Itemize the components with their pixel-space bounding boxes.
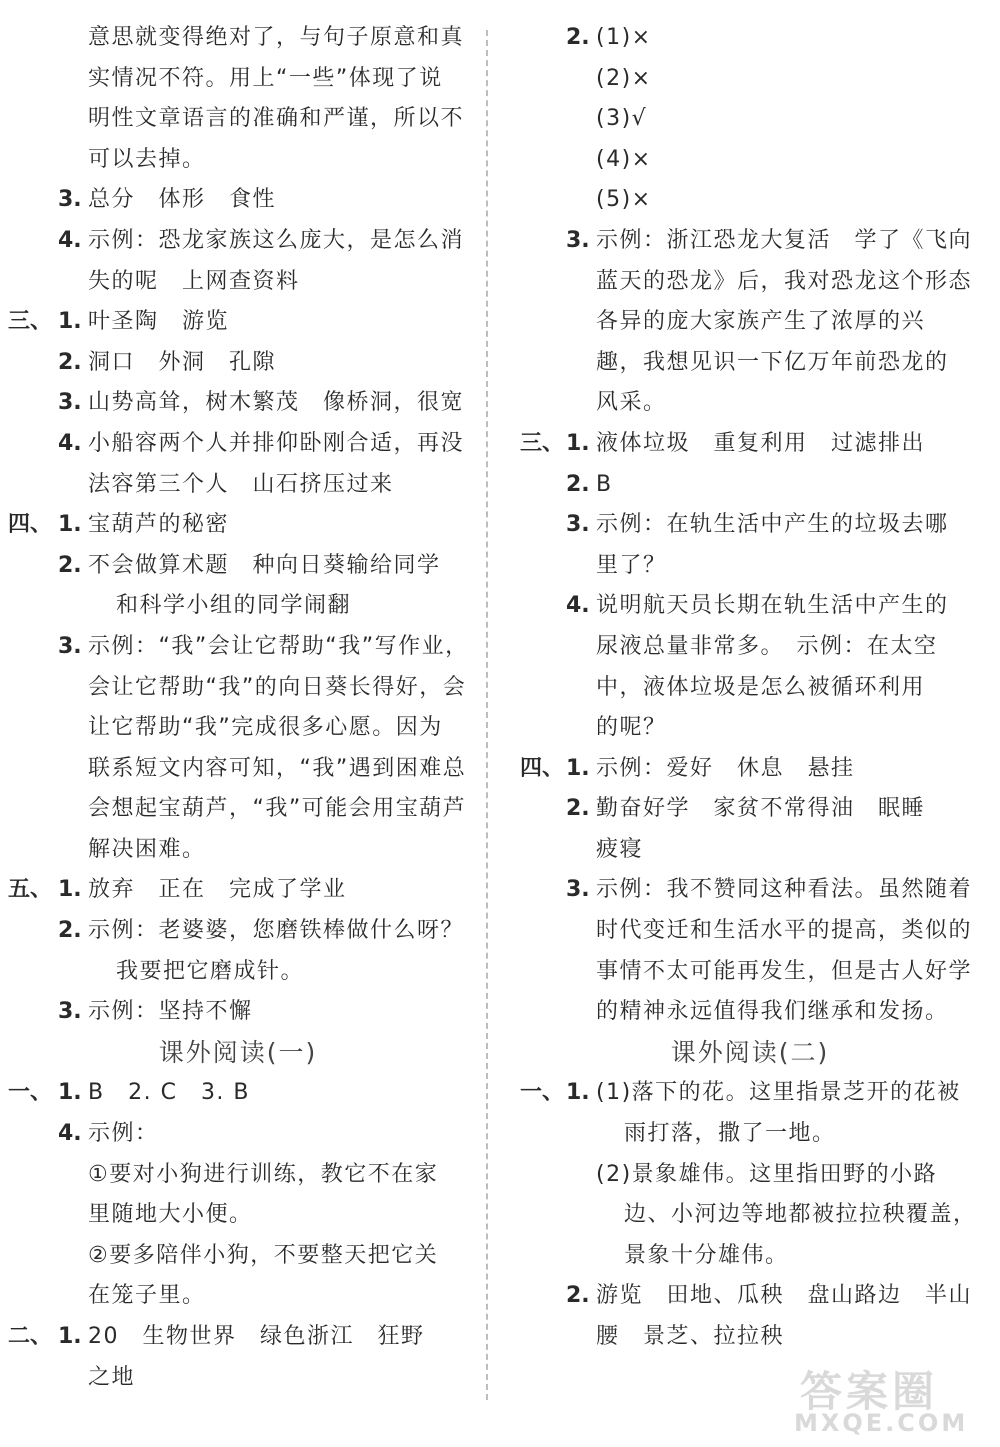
answer-line bbox=[8, 870, 468, 911]
answer-text: 腰 景芝、拉拉秧 bbox=[596, 1324, 785, 1349]
answer-text: 景象十分雄伟。 bbox=[624, 1242, 789, 1268]
answer-line bbox=[8, 1114, 468, 1155]
answer-line bbox=[520, 140, 980, 181]
answer-text: 20 生物世界 绿色浙江 狂野 bbox=[88, 1324, 425, 1349]
question-number: 3. bbox=[566, 512, 590, 538]
answer-line bbox=[8, 1276, 468, 1317]
answer-line bbox=[8, 424, 468, 465]
answer-line bbox=[8, 1195, 468, 1236]
answer-line bbox=[8, 140, 468, 181]
watermark-logo: 答案圈 bbox=[800, 1367, 939, 1416]
left-column bbox=[8, 18, 468, 1398]
answer-line bbox=[8, 1155, 468, 1196]
answer-line bbox=[520, 180, 980, 221]
answer-line bbox=[8, 1236, 468, 1277]
answer-text: 液体垃圾 重复利用 过滤排出 bbox=[596, 430, 926, 456]
answer-text: 风采。 bbox=[596, 390, 667, 416]
section-label: 一、 bbox=[520, 1080, 565, 1106]
question-number: 2. bbox=[566, 25, 590, 50]
answer-text: 联系短文内容可知，“我”遇到困难总 bbox=[88, 755, 467, 781]
column-divider bbox=[486, 30, 488, 1400]
watermark-url: MXQE.COM bbox=[794, 1409, 969, 1437]
answer-text: 示例：恐龙家族这么庞大，是怎么消 bbox=[88, 227, 465, 253]
answer-line bbox=[8, 18, 468, 59]
answer-text: 示例：在轨生活中产生的垃圾去哪 bbox=[596, 512, 949, 538]
answer-line bbox=[8, 992, 468, 1033]
answer-line bbox=[8, 465, 468, 506]
answer-text: 实情况不符。用上“一些”体现了说 bbox=[88, 65, 443, 91]
answer-text: (3)√ bbox=[596, 106, 648, 132]
section-label: 三、 bbox=[8, 309, 53, 335]
answer-line bbox=[520, 749, 980, 790]
answer-text: 中，液体垃圾是怎么被循环利用 bbox=[596, 674, 926, 700]
answer-line bbox=[520, 221, 980, 262]
question-number: 3. bbox=[58, 187, 82, 213]
answer-text: 山势高耸，树木繁茂 像桥洞，很宽 bbox=[88, 390, 465, 416]
answer-text: 在笼子里。 bbox=[88, 1283, 206, 1309]
answer-line bbox=[8, 830, 468, 871]
question-number: 4. bbox=[58, 1121, 82, 1147]
answer-line bbox=[520, 99, 980, 140]
answer-text: 法容第三个人 山石挤压过来 bbox=[88, 471, 394, 497]
question-number: 1. bbox=[58, 1080, 82, 1106]
answer-text: 雨打落，撒了一地。 bbox=[624, 1121, 836, 1147]
answer-line bbox=[520, 1317, 980, 1358]
answer-text: 明性文章语言的准确和严谨，所以不 bbox=[88, 106, 465, 132]
answer-text: 叶圣陶 游览 bbox=[88, 309, 230, 335]
section-label: 一、 bbox=[8, 1080, 53, 1106]
answer-line bbox=[520, 911, 980, 952]
section-heading: 课外阅读(一) bbox=[158, 1037, 318, 1067]
answer-line bbox=[520, 1114, 980, 1155]
answer-line bbox=[520, 546, 980, 587]
section-label: 二、 bbox=[8, 1324, 53, 1349]
answer-text: B bbox=[596, 471, 613, 497]
question-number: 3. bbox=[58, 999, 82, 1025]
answer-text: 趣，我想见识一下亿万年前恐龙的 bbox=[596, 349, 949, 375]
answer-text: 示例： bbox=[88, 1121, 159, 1147]
answer-text: (1)落下的花。这里指景芝开的花被 bbox=[596, 1080, 961, 1106]
answer-text: 示例：老婆婆，您磨铁棒做什么呀？ bbox=[88, 918, 465, 944]
answer-text: 会想起宝葫芦，“我”可能会用宝葫芦 bbox=[88, 796, 467, 822]
answer-line bbox=[520, 789, 980, 830]
answer-line bbox=[8, 221, 468, 262]
answer-text: 会让它帮助“我”的向日葵长得好，会 bbox=[88, 674, 467, 700]
answer-text: 里随地大小便。 bbox=[88, 1202, 253, 1228]
answer-line bbox=[520, 262, 980, 303]
answer-line bbox=[520, 668, 980, 709]
answer-text: 示例：我不赞同这种看法。虽然随着 bbox=[596, 877, 973, 903]
answer-text: 疲寝 bbox=[596, 836, 644, 862]
answer-line bbox=[520, 424, 980, 465]
answer-line bbox=[8, 586, 468, 627]
answer-line bbox=[8, 546, 468, 587]
answer-line bbox=[520, 1195, 980, 1236]
answer-line bbox=[8, 749, 468, 790]
answer-line bbox=[520, 830, 980, 871]
answer-text: 让它帮助“我”完成很多心愿。因为 bbox=[88, 715, 443, 741]
answer-line bbox=[520, 992, 980, 1033]
answer-text: 我要把它磨成针。 bbox=[116, 958, 305, 984]
answer-text: 时代变迁和生活水平的提高，类似的 bbox=[596, 918, 973, 944]
question-number: 2. bbox=[58, 552, 82, 578]
answer-text: 蓝天的恐龙》后，我对恐龙这个形态 bbox=[596, 268, 973, 294]
answer-line bbox=[8, 343, 468, 384]
answer-text: 意思就变得绝对了，与句子原意和真 bbox=[88, 25, 465, 50]
question-number: 2. bbox=[566, 1283, 590, 1309]
answer-line bbox=[8, 505, 468, 546]
answer-text: 里了？ bbox=[596, 552, 667, 578]
answer-line bbox=[520, 1073, 980, 1114]
answer-text: (4)× bbox=[596, 146, 652, 172]
question-number: 2. bbox=[566, 471, 590, 497]
answer-line bbox=[8, 1358, 468, 1399]
answer-text: 示例：爱好 休息 悬挂 bbox=[596, 755, 855, 781]
answer-line bbox=[8, 1317, 468, 1358]
answer-text: 不会做算术题 种向日葵输给同学 bbox=[88, 552, 441, 578]
watermark bbox=[788, 1359, 988, 1439]
question-number: 4. bbox=[58, 430, 82, 456]
question-number: 2. bbox=[58, 349, 82, 375]
answer-line bbox=[520, 343, 980, 384]
question-number: 3. bbox=[58, 390, 82, 416]
answer-line bbox=[520, 870, 980, 911]
answer-text: B 2. C 3. B bbox=[88, 1080, 251, 1106]
section-label: 四、 bbox=[520, 755, 565, 781]
section-label: 五、 bbox=[8, 877, 53, 903]
question-number: 4. bbox=[58, 227, 82, 253]
answer-text: 事情不太可能再发生，但是古人好学 bbox=[596, 958, 973, 984]
answer-text: 各异的庞大家族产生了浓厚的兴 bbox=[596, 309, 926, 335]
answer-line bbox=[8, 708, 468, 749]
section-label: 四、 bbox=[8, 512, 53, 538]
answer-text: 游览 田地、瓜秧 盘山路边 半山 bbox=[596, 1283, 973, 1309]
question-number: 1. bbox=[58, 877, 82, 903]
question-number: 3. bbox=[566, 877, 590, 903]
question-number: 1. bbox=[58, 1324, 82, 1349]
question-number: 1. bbox=[58, 309, 82, 335]
answer-text: 可以去掉。 bbox=[88, 146, 206, 172]
answer-text: 尿液总量非常多。 示例：在太空 bbox=[596, 633, 938, 659]
answer-text: 放弃 正在 完成了学业 bbox=[88, 877, 347, 903]
answer-line bbox=[8, 952, 468, 993]
answer-text: 解决困难。 bbox=[88, 836, 206, 862]
answer-line bbox=[8, 302, 468, 343]
question-number: 1. bbox=[566, 755, 590, 781]
answer-line bbox=[520, 708, 980, 749]
right-column bbox=[520, 18, 980, 1358]
answer-line bbox=[8, 180, 468, 221]
answer-text: (2)景象雄伟。这里指田野的小路 bbox=[596, 1161, 938, 1187]
question-number: 3. bbox=[58, 633, 82, 659]
answer-line bbox=[520, 586, 980, 627]
answer-line bbox=[520, 302, 980, 343]
question-number: 3. bbox=[566, 227, 590, 253]
answer-text: (5)× bbox=[596, 187, 652, 213]
answer-text: 之地 bbox=[88, 1364, 136, 1390]
answer-line bbox=[520, 465, 980, 506]
question-number: 1. bbox=[58, 512, 82, 538]
answer-line bbox=[520, 1155, 980, 1196]
answer-text: 和科学小组的同学闹翻 bbox=[116, 593, 352, 619]
answer-text: 的呢？ bbox=[596, 715, 667, 741]
answer-line bbox=[520, 1276, 980, 1317]
question-number: 1. bbox=[566, 430, 590, 456]
answer-text: 总分 体形 食性 bbox=[88, 187, 277, 213]
answer-line bbox=[520, 505, 980, 546]
answer-text: ②要多陪伴小狗，不要整天把它关 bbox=[88, 1242, 439, 1268]
answer-line bbox=[520, 1236, 980, 1277]
answer-line bbox=[8, 789, 468, 830]
question-number: 2. bbox=[566, 796, 590, 822]
answer-line bbox=[520, 952, 980, 993]
answer-text: (2)× bbox=[596, 65, 652, 91]
answer-line bbox=[8, 383, 468, 424]
answer-text: 边、小河边等地都被拉拉秧覆盖， bbox=[624, 1202, 977, 1228]
answer-line bbox=[520, 18, 980, 59]
question-number: 1. bbox=[566, 1080, 590, 1106]
answer-text: 洞口 外洞 孔隙 bbox=[88, 349, 277, 375]
answer-text: 失的呢 上网查资料 bbox=[88, 268, 300, 294]
answer-line bbox=[520, 59, 980, 100]
section-label: 三、 bbox=[520, 430, 565, 456]
answer-line bbox=[8, 627, 468, 668]
answer-text: 示例：浙江恐龙大复活 学了《飞向 bbox=[596, 227, 973, 253]
answer-text: 宝葫芦的秘密 bbox=[88, 512, 230, 538]
answer-text: 示例：“我”会让它帮助“我”写作业， bbox=[88, 633, 469, 659]
question-number: 2. bbox=[58, 918, 82, 944]
answer-text: 小船容两个人并排仰卧刚合适，再没 bbox=[88, 430, 465, 456]
answer-line bbox=[8, 99, 468, 140]
answer-line bbox=[8, 911, 468, 952]
section-heading: 课外阅读(二) bbox=[670, 1037, 830, 1067]
answer-text: ①要对小狗进行训练，教它不在家 bbox=[88, 1161, 439, 1187]
question-number: 4. bbox=[566, 593, 590, 619]
answer-line bbox=[520, 383, 980, 424]
answer-line bbox=[8, 59, 468, 100]
answer-text: 的精神永远值得我们继承和发扬。 bbox=[596, 999, 949, 1025]
answer-line bbox=[520, 627, 980, 668]
answer-line bbox=[8, 262, 468, 303]
answer-text: 说明航天员长期在轨生活中产生的 bbox=[596, 593, 949, 619]
answer-text: 示例：坚持不懈 bbox=[88, 999, 253, 1025]
answer-text: (1)× bbox=[596, 25, 652, 50]
answer-line bbox=[8, 1073, 468, 1114]
answer-line bbox=[8, 668, 468, 709]
answer-text: 勤奋好学 家贫不常得油 眠睡 bbox=[596, 796, 926, 822]
